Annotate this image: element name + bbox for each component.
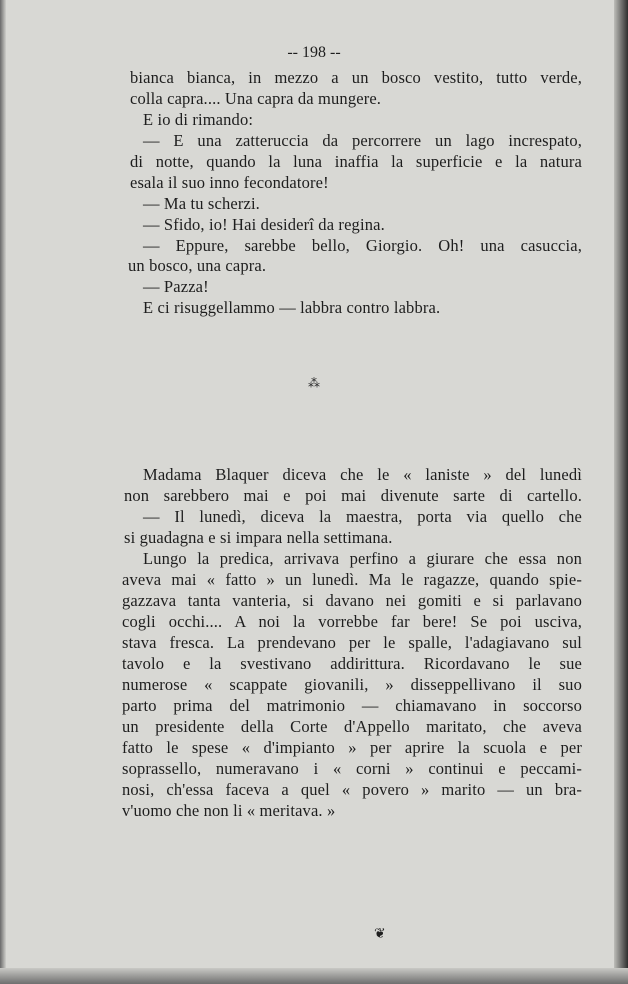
text-line: non sarebbero mai e poi mai divenute sarte di cartello.	[124, 486, 582, 505]
text-line: — E una zatteruccia da percorrere un lago increspato,	[143, 131, 582, 150]
text-line: — Il lunedì, diceva la maestra, porta via quello che	[143, 507, 582, 526]
text-line: cogli occhi.... A noi la vorrebbe far bere! Se poi usciva,	[122, 612, 582, 631]
text-line: un bosco, una capra.	[128, 256, 267, 275]
printer-ornament-icon: ❦	[374, 926, 386, 942]
page-gutter-shadow	[0, 0, 6, 984]
page-bottom-shadow	[0, 968, 628, 984]
text-line: — Ma tu scherzi.	[143, 194, 260, 213]
text-line: aveva mai « fatto » un lunedì. Ma le ragazze, quando spie-	[122, 570, 582, 589]
text-line: E ci risuggellammo — labbra contro labbra.	[143, 298, 441, 317]
text-line: — Pazza!	[143, 277, 209, 296]
text-line: di notte, quando la luna inaffia la superficie e la natura	[130, 152, 582, 171]
text-line: nosi, ch'essa faceva a quel « povero » marito — un bra-	[122, 780, 582, 799]
text-line: colla capra.... Una capra da mungere.	[130, 89, 382, 108]
section-asterism: ⁂	[308, 376, 320, 390]
text-line: Lungo la predica, arrivava perfino a giurare che essa non	[143, 549, 582, 568]
page-number: -- 198 --	[287, 44, 341, 61]
text-line: bianca bianca, in mezzo a un bosco vestito, tutto verde,	[130, 68, 582, 87]
text-line: gazzava tanta vanteria, si davano nei gomiti e si parlavano	[122, 591, 582, 610]
text-line: esala il suo inno fecondatore!	[130, 173, 329, 192]
text-line: parto prima del matrimonio — chiamavano in soccorso	[122, 696, 582, 715]
text-line: Madama Blaquer diceva che le « laniste » del lunedì	[143, 465, 582, 484]
text-line: E io di rimando:	[143, 110, 254, 129]
text-line: fatto le spese « d'impianto » per aprire la scuola e per	[122, 738, 582, 757]
text-line: stava fresca. La prendevano per le spalle, l'adagiavano sul	[122, 633, 582, 652]
page-edge-shadow	[614, 0, 628, 984]
text-line: un presidente della Corte d'Appello maritato, che aveva	[122, 717, 582, 736]
text-line: — Eppure, sarebbe bello, Giorgio. Oh! una casuccia,	[143, 236, 582, 255]
text-line: numerose « scappate giovanili, » disseppellivano il suo	[122, 675, 582, 694]
text-line: soprassello, numeravano i « corni » continui e peccami-	[122, 759, 582, 778]
text-line: — Sfido, io! Hai desiderî da regina.	[143, 215, 385, 234]
text-line: tavolo e la svestivano addirittura. Ricordavano le sue	[122, 654, 582, 673]
text-line: si guadagna e si impara nella settimana.	[124, 528, 393, 547]
text-line: v'uomo che non li « meritava. »	[122, 801, 336, 820]
